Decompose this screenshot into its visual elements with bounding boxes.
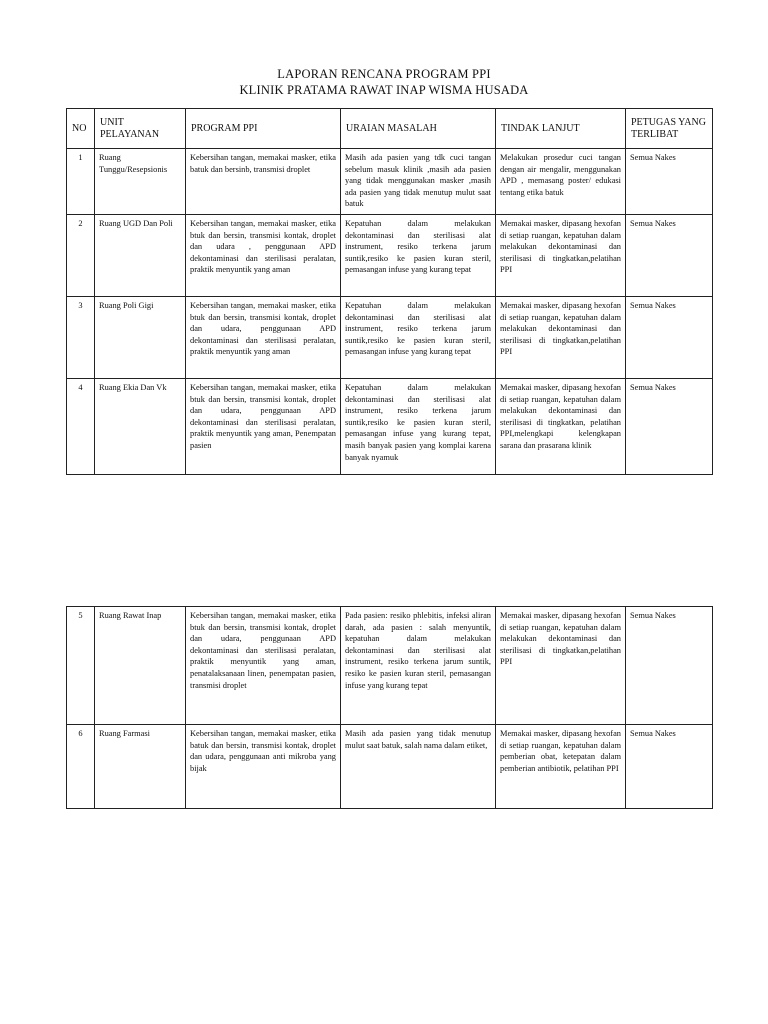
row-uraian: Masih ada pasien yang tdk cuci tangan sebelum masuk klinik ,masih ada pasien yang tidak menggunakan masker ,masih ada pasien yang tidak menutup mulut saat batuk (341, 149, 496, 215)
table-row (67, 379, 713, 475)
row-tindak: Memakai masker, dipasang hexofan di setiap ruangan, kepatuhan dalam pemberian obat, ketepatan dalam pemberian antibiotik, pelatihan PPI (496, 725, 626, 809)
row-unit: Ruang UGD Dan Poli (95, 215, 186, 297)
row-no: 3 (67, 297, 95, 379)
table-row (67, 297, 713, 379)
row-petugas: Semua Nakes (626, 607, 713, 725)
header-unit: UNIT PELAYANAN (95, 109, 186, 149)
row-tindak: Memakai masker, dipasang hexofan di setiap ruangan, kepatuhan dalam melakukan dekontaminasi dan sterilisasi di tingkatkan,pelatihan PPI (496, 607, 626, 725)
row-program: Kebersihan tangan, memakai masker, etika batuk dan bersin, transmisi kontak, droplet dan udara, penggunaan anti mikroba yang bijak (186, 725, 341, 809)
title-line-2: KLINIK PRATAMA RAWAT INAP WISMA HUSADA (239, 83, 529, 97)
header-program: PROGRAM PPI (186, 109, 341, 149)
header-uraian: URAIAN MASALAH (341, 109, 496, 149)
row-petugas: Semua Nakes (626, 215, 713, 297)
row-petugas: Semua Nakes (626, 149, 713, 215)
row-no: 1 (67, 149, 95, 215)
row-tindak: Memakai masker, dipasang hexofan di setiap ruangan, kepatuhan dalam melakukan dekontaminasi dan sterilisasi di tingkatkan, pelatihan PPI,melengkapi kelengkapan sarana dan prasarana klinik (496, 379, 626, 475)
row-no: 5 (67, 607, 95, 725)
row-uraian: Kepatuhan dalam melakukan dekontaminasi dan sterilisasi alat instrument, resiko terkena jarum suntik,resiko ke pasien kuran steril, pemasangan infuse yang kurang tepat, masih banyak pasien yang komplai karena banyak nyamuk (341, 379, 496, 475)
header-no: NO (67, 109, 95, 149)
row-program: Kebersihan tangan, memakai masker, etika batuk dan bersinb, transmisi droplet (186, 149, 341, 215)
header-tindak: TINDAK LANJUT (496, 109, 626, 149)
row-tindak: Melakukan prosedur cuci tangan dengan air mengalir, menggunakan APD , memasang poster/ edukasi tentang etika batuk (496, 149, 626, 215)
row-no: 4 (67, 379, 95, 475)
row-unit: Ruang Poli Gigi (95, 297, 186, 379)
row-uraian: Masih ada pasien yang tidak menutup mulut saat batuk, salah nama dalam etiket, (341, 725, 496, 809)
ppi-table-page-2 (66, 606, 713, 809)
header-petugas: PETUGAS YANG TERLIBAT (626, 109, 713, 149)
row-unit: Ruang Ekia Dan Vk (95, 379, 186, 475)
row-tindak: Memakai masker, dipasang hexofan di setiap ruangan, kepatuhan dalam melakukan dekontaminasi dan sterilisasi di tingkatkan,pelatihan PPI (496, 215, 626, 297)
row-petugas: Semua Nakes (626, 297, 713, 379)
row-program: Kebersihan tangan, memakai masker, etika btuk dan bersin, transmisi kontak, droplet dan udara , penggunaan APD dekontaminasi dan sterilisasi peralatan, praktik menyuntik yang aman (186, 215, 341, 297)
row-unit: Ruang Farmasi (95, 725, 186, 809)
title-line-1: LAPORAN RENCANA PROGRAM PPI (277, 67, 491, 81)
table-header-row (67, 109, 713, 149)
row-unit: Ruang Tunggu/Resepsionis (95, 149, 186, 215)
row-tindak: Memakai masker, dipasang hexofan di setiap ruangan, kepatuhan dalam melakukan dekontaminasi dan sterilisasi di tingkatkan,pelatihan PPI (496, 297, 626, 379)
row-unit: Ruang Rawat Inap (95, 607, 186, 725)
document-title (0, 66, 768, 98)
row-no: 6 (67, 725, 95, 809)
row-program: Kebersihan tangan, memakai masker, etika btuk dan bersin, transmisi kontak, droplet dan udara, penggunaan APD dekontaminasi dan sterilisasi peralatan, praktik menyuntik yang aman, penatalaksanaan linen, penempatan pasien, transmisi droplet (186, 607, 341, 725)
row-program: Kebersihan tangan, memakai masker, etika btuk dan bersin, transmisi kontak, droplet dan udara, penggunaan APD dekontaminasi dan sterilisasi peralatan, praktik menyuntik yang aman, Penempatan pasien (186, 379, 341, 475)
row-program: Kebersihan tangan, memakai masker, etika btuk dan bersin, transmisi kontak, droplet dan udara, penggunaan APD dekontaminasi dan sterilisasi peralatan, praktik menyuntik yang aman (186, 297, 341, 379)
ppi-table-page-1 (66, 108, 713, 475)
table-row (67, 725, 713, 809)
row-uraian: Pada pasien: resiko phlebitis, infeksi aliran darah, ada pasien : salah menyuntik, kepatuhan dalam melakukan dekontaminasi dan sterilisasi alat instrument, resiko terkena jarum suntik, resiko ke pasien kuran steril, pemasangan infuse yang kurang tepat (341, 607, 496, 725)
row-petugas: Semua Nakes (626, 725, 713, 809)
row-uraian: Kepatuhan dalam melakukan dekontaminasi dan sterilisasi alat instrument, resiko terkena jarum suntik,resiko ke pasien kuran steril, pemasangan infuse yang kurang tepat (341, 297, 496, 379)
table-row (67, 215, 713, 297)
row-petugas: Semua Nakes (626, 379, 713, 475)
table-row (67, 149, 713, 215)
row-uraian: Kepatuhan dalam melakukan dekontaminasi dan sterilisasi alat instrument, resiko terkena jarum suntik,resiko ke pasien kuran steril, pemasangan infuse yang kurang tepat (341, 215, 496, 297)
table-row (67, 607, 713, 725)
row-no: 2 (67, 215, 95, 297)
